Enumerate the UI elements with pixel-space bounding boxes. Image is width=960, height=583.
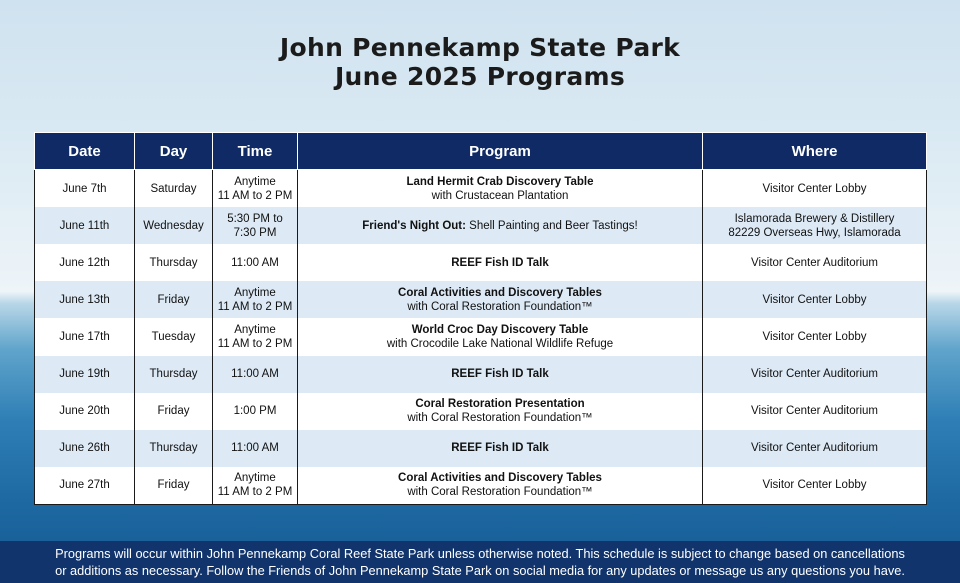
time-line-1: Anytime — [234, 323, 276, 336]
page-title — [0, 33, 960, 91]
where-cell: Visitor Center Auditorium — [703, 430, 927, 467]
column-header-day: Day — [135, 133, 213, 170]
program-title: Friend's Night Out: — [362, 219, 466, 232]
where-cell: Visitor Center Auditorium — [703, 356, 927, 393]
time-cell — [213, 207, 298, 244]
table-row — [35, 430, 927, 467]
time-line-1: Anytime — [234, 175, 276, 188]
date-cell: June 11th — [35, 207, 135, 244]
time-line-2: 11 AM to 2 PM — [217, 337, 293, 350]
title-line-2: June 2025 Programs — [334, 62, 626, 91]
table-row — [35, 281, 927, 318]
program-cell — [298, 467, 703, 505]
table-row — [35, 318, 927, 355]
where-line-1: Islamorada Brewery & Distillery — [734, 212, 895, 225]
day-cell: Thursday — [135, 244, 213, 281]
date-cell: June 13th — [35, 281, 135, 318]
day-cell: Thursday — [135, 430, 213, 467]
table-row — [35, 207, 927, 244]
where-cell: Visitor Center Auditorium — [703, 393, 927, 430]
table-row — [35, 170, 927, 208]
footer-line-2: or additions as necessary. Follow the Friends of John Pennekamp State Park on social media for any updates or message us any questions you have. — [55, 563, 905, 578]
program-cell — [298, 281, 703, 318]
day-cell: Wednesday — [135, 207, 213, 244]
where-cell: Visitor Center Auditorium — [703, 244, 927, 281]
program-cell — [298, 170, 703, 208]
time-line-1: Anytime — [234, 286, 276, 299]
day-cell: Friday — [135, 281, 213, 318]
time-cell: 11:00 AM — [213, 244, 298, 281]
footer-notice — [0, 541, 960, 583]
program-subtitle: with Crustacean Plantation — [431, 189, 569, 202]
time-line-1: 5:30 PM to — [227, 212, 283, 225]
program-cell — [298, 318, 703, 355]
table-row — [35, 467, 927, 505]
where-cell — [703, 207, 927, 244]
program-title: Coral Activities and Discovery Tables — [398, 472, 602, 485]
program-title: Coral Restoration Presentation — [415, 398, 585, 411]
program-title: Land Hermit Crab Discovery Table — [406, 175, 594, 188]
time-cell: 1:00 PM — [213, 393, 298, 430]
day-cell: Friday — [135, 393, 213, 430]
program-cell — [298, 393, 703, 430]
program-subtitle: with Coral Restoration Foundation™ — [407, 300, 593, 313]
date-cell: June 12th — [35, 244, 135, 281]
date-cell: June 27th — [35, 467, 135, 505]
date-cell: June 19th — [35, 356, 135, 393]
program-subtitle: with Crocodile Lake National Wildlife Refuge — [386, 337, 614, 350]
table-header-row — [35, 133, 927, 170]
program-subtitle: Shell Painting and Beer Tastings! — [465, 219, 638, 232]
date-cell: June 7th — [35, 170, 135, 208]
time-line-1: Anytime — [234, 472, 276, 485]
date-cell: June 26th — [35, 430, 135, 467]
time-line-2: 7:30 PM — [233, 226, 277, 239]
day-cell: Tuesday — [135, 318, 213, 355]
table-row — [35, 356, 927, 393]
where-cell: Visitor Center Lobby — [703, 318, 927, 355]
program-title: World Croc Day Discovery Table — [411, 323, 589, 336]
program-subtitle: with Coral Restoration Foundation™ — [407, 412, 593, 425]
program-title: REEF Fish ID Talk — [451, 256, 549, 269]
table-row — [35, 244, 927, 281]
day-cell: Friday — [135, 467, 213, 505]
program-title: Coral Activities and Discovery Tables — [398, 286, 602, 299]
time-cell — [213, 318, 298, 355]
program-subtitle: with Coral Restoration Foundation™ — [407, 486, 593, 499]
time-cell — [213, 281, 298, 318]
footer-line-1: Programs will occur within John Pennekamp Coral Reef State Park unless otherwise noted. This schedule is subject to change based on cancellations — [55, 546, 905, 561]
program-cell — [298, 207, 703, 244]
date-cell: June 17th — [35, 318, 135, 355]
time-line-2: 11 AM to 2 PM — [217, 300, 293, 313]
time-cell — [213, 467, 298, 505]
where-cell: Visitor Center Lobby — [703, 467, 927, 505]
where-line-2: 82229 Overseas Hwy, Islamorada — [728, 226, 901, 239]
day-cell: Thursday — [135, 356, 213, 393]
program-schedule-table — [34, 132, 927, 505]
time-cell: 11:00 AM — [213, 430, 298, 467]
time-cell — [213, 170, 298, 208]
time-line-2: 11 AM to 2 PM — [217, 486, 293, 499]
column-header-program: Program — [298, 133, 703, 170]
program-title: REEF Fish ID Talk — [451, 442, 549, 455]
where-cell: Visitor Center Lobby — [703, 170, 927, 208]
title-line-1: John Pennekamp State Park — [279, 33, 681, 62]
program-cell — [298, 430, 703, 467]
column-header-where: Where — [703, 133, 927, 170]
column-header-date: Date — [35, 133, 135, 170]
column-header-time: Time — [213, 133, 298, 170]
time-line-2: 11 AM to 2 PM — [217, 189, 293, 202]
program-title: REEF Fish ID Talk — [451, 368, 549, 381]
program-cell — [298, 356, 703, 393]
table-row — [35, 393, 927, 430]
day-cell: Saturday — [135, 170, 213, 208]
time-cell: 11:00 AM — [213, 356, 298, 393]
date-cell: June 20th — [35, 393, 135, 430]
program-cell — [298, 244, 703, 281]
where-cell: Visitor Center Lobby — [703, 281, 927, 318]
